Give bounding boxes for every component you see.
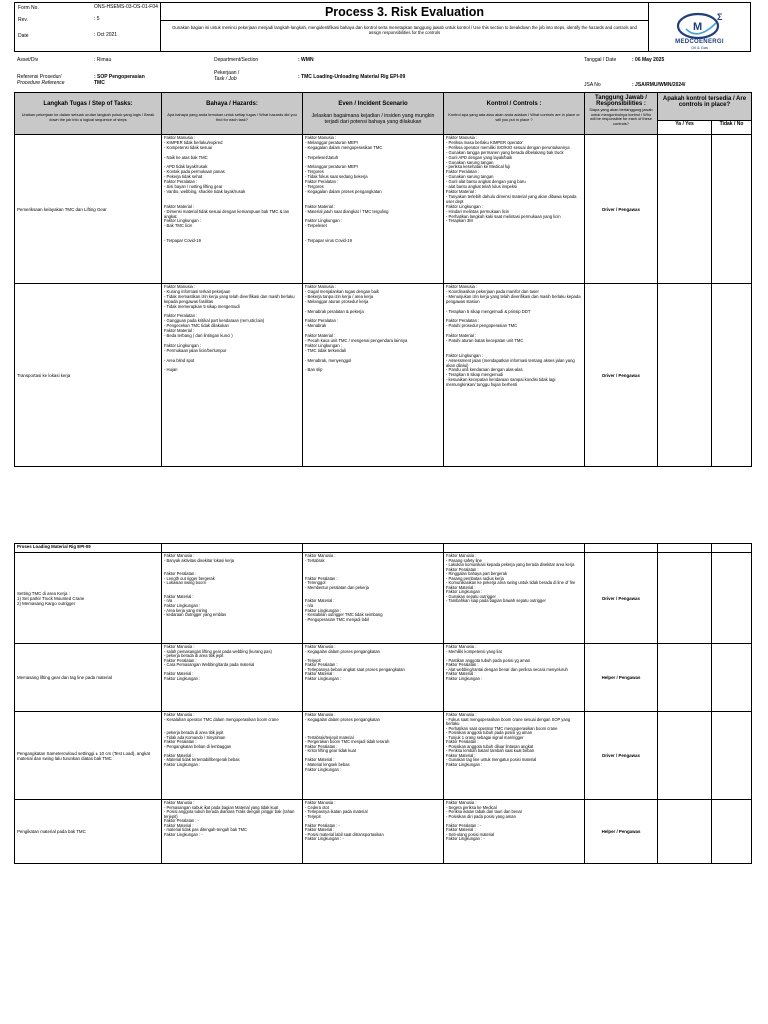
control-header-title: Kontrol / Controls : bbox=[486, 101, 542, 107]
responsibility-header-sub: Siapa yang akan bertanggung jawab untuk mengontrolnya kontrol / Who will be responsible for each of these controls? bbox=[589, 107, 653, 126]
job-info bbox=[14, 54, 751, 92]
hazards-header-title: Bahaya / Hazards: bbox=[206, 101, 258, 107]
responsibility-header bbox=[585, 93, 658, 135]
hazards-cell: Faktor Manusia : - Kesalahan operator TMC dalam mengoperasikan boom crane - pekerja berada di area titik jepit - Tidak ada Komando / Sinyalman Faktor Peralatan : - Pengangkatan beban di lembaggan Faktor Material : - Material tidak tertentabil/bergerak bebas Faktor Lingkungan : bbox=[162, 712, 303, 800]
responsibility-cell: Driver / Pengawas bbox=[585, 284, 658, 467]
yes-checkbox-cell[interactable] bbox=[658, 284, 712, 467]
form-meta bbox=[15, 3, 161, 51]
no-checkbox-cell[interactable] bbox=[712, 553, 752, 644]
yes-checkbox-cell[interactable] bbox=[658, 135, 712, 284]
task-label-2: Task / Job bbox=[214, 76, 237, 82]
control-header-sub: Kontrol apa yang ada atau akan anda adakan / What controls are in place or will you put in place ? bbox=[448, 112, 580, 122]
procedure-ref-label-1: Referensi Prosedur/ bbox=[17, 74, 62, 80]
hazards-header bbox=[162, 93, 303, 135]
section-header-row bbox=[15, 544, 752, 553]
responsibility-cell: Helper / Pengawas bbox=[585, 800, 658, 864]
no-checkbox-cell[interactable] bbox=[712, 712, 752, 800]
department-label: Department/Section bbox=[214, 57, 259, 63]
rev-value: : 5 bbox=[94, 16, 100, 22]
responsibility-cell: Driver / Pengawas bbox=[585, 712, 658, 800]
control-cell: Faktor Manusia : - Segera periksa ke Medical - Periksa ikatan tabak dari tauri dan benar - Posisikan diri pada posisi yang aman Faktor Peralatan : - Faktor Material : - Seti-ulang posisi material Faktor Lingkungan : - bbox=[444, 800, 585, 864]
control-cell: Faktor Manusia : - Pasang safety line - Lakukan komunikasi kepada pekerja yang berada disekitar area kerja Faktor Peralatan : - Ringgalan bahaya part bergerak - Pasang pembatas radius kerja - Komunikasikan ke pekerja area swing untuk tidak berada di line of fire Faktor Material : Faktor Lingkungan : - Gunakan sepatu outrigger - Tambahkan siap pada bagian bawah sepatu outrigger bbox=[444, 553, 585, 644]
hazards-cell: Faktor Manusia : - Pemasangan sabuk ikat pada bagian Material yang tidak kuat - Posisi anggota tubuh berada diantara Tralis dengan pinggir bak (rahan terjepit) Faktor Peralatan : - Faktor Material : - material tidak pas ditengah-tengah bak TMC Faktor Lingkungan : - bbox=[162, 800, 303, 864]
yes-checkbox-cell[interactable] bbox=[658, 800, 712, 864]
steps-header bbox=[15, 93, 162, 135]
procedure-ref-label-2: Procedure Reference bbox=[17, 80, 65, 86]
asset-value: : Rimau bbox=[94, 57, 112, 63]
responsibility-header-title: Tanggung Jawab / Responsibilities : bbox=[595, 95, 647, 107]
control-cell: Faktor Manusia : - Periksa masa berlaku KIMPER operator - Periksa operator memiliki SIO/KIO sesuai dengan peruntukannya - Gunakan tangga permanen yang berada dibelakang bak truck - Gunl APD dengan yang layak/baik - Gunakan sarung tangan - periksa kesehatan ke Medical fuji Faktor Peralatan : - Gunakan sarung tangan - Gunl alat bantu angkat dengan yang baru - alat bantu angkat telah lulus inspeksi Faktor Material : - Tanyakan terlebih dahulu dimensi material yang akan dibawa kepada user dept Faktor Lingkungan : - Hindari melintas permukaan licin - Perhatikan langkah kaki saat melintasi permukaan yang licin - Terapkan 3M bbox=[444, 135, 585, 284]
task-cell: Setting TMC di area Kerja : 1) Set parkir Truck Mounted Crane 2) Memasang Kargo outrigger bbox=[15, 553, 162, 644]
task-cell: Memasang lifting gear dan tag line pada material bbox=[15, 644, 162, 712]
control-header bbox=[444, 93, 585, 135]
date-label: Date bbox=[18, 33, 29, 39]
responsibility-cell: Driver / Pengawas bbox=[585, 135, 658, 284]
control-cell: Faktor Manusia : - Koordinasikan pekerjaan pada manifor dan tuser - Menunjukan izin kerja yang telah diverifikasi dan masih berlaku kepada pengawas stasiun - Terapkan 5 sikap mengemudi & prinsip DDT Faktor Peralatan : - Patuhi prosedur pengoperasian TMC Faktor Material : - Patuhi aturan batas kecepatan unit TMC Faktor Lingkungan : - Assessment jalan (mendapatkan informasi tentang akses jalan yang akan dilalui) - Pandu unit kendaraan dengan alas-alas - Terapkan 5 sikap mengemudi - kesuaikan kecepatan kendaraan sampai kondisi tidak lagi memungkinkan/ tunggu hujan berhenti bbox=[444, 284, 585, 467]
risk-evaluation-sheet-2 bbox=[14, 543, 751, 865]
event-cell: Faktor Manusia : - Gagal menjalankan tugas dengan baik - Bekerja tanpa izin kerja / area kerja - Melanggar aturan prosedur kerja - Menabrak peralatan & pekerja Faktor Peralatan : - Menabrak Faktor Material : - Pecah kaca unit TMC / mengenai pengendara lainnya Faktor Lingkungan : - TMC tidak terkendali - Menabrak, menyenggol - Ban slip bbox=[303, 284, 444, 467]
form-no-row bbox=[15, 3, 160, 15]
event-cell: Faktor Manusia : - Melanggar peraturan MEPI - Kegagalan dalam mengoperasikan TMC - Terpeleset/Jatuh - Melanggar peraturan MEPI - Tergores - Tidak fokus saat sedang bekerja Faktor Peralatan : - Tergores - Kegagalan dalam proses pengangkatan Faktor Material : - Material jatuh saat diangkat / TMC terguling Faktor Lingkungan : - Terpeleset - Terpapar virus Covid-19 bbox=[303, 135, 444, 284]
controls-in-place-header: Apakah kontrol tersedia / Are controls in place? bbox=[658, 93, 752, 121]
no-header: Tidak / No bbox=[712, 121, 752, 135]
yes-checkbox-cell[interactable] bbox=[658, 712, 712, 800]
table-row bbox=[15, 135, 752, 284]
task-cell: Pemeriksaan kelayakan TMC dan Lifting Gear bbox=[15, 135, 162, 284]
table-row bbox=[15, 644, 752, 712]
page-title: Process 3. Risk Evaluation bbox=[161, 5, 648, 21]
date-row bbox=[15, 31, 160, 43]
event-header bbox=[303, 93, 444, 135]
yes-checkbox-cell[interactable] bbox=[658, 644, 712, 712]
event-cell: Faktor Manusia : - Kegagalan dalam proses pengangkatan - Tertabrak/terjepit material - Pergerakan boom TMC menjadi tidak terarah Faktor Peralatan : - Kritor lifting gear tidak kuat Faktor Material : - Material lengsek bebas Faktor Lingkungan : bbox=[303, 712, 444, 800]
event-cell: Faktor Manusia : - Tertabrak Faktor Peralatan : - Terenggol - Membentur peralatan dan pekerja Faktor Material : - n/a Faktor Lingkungan : - Kestabilan outrigger TMC tidak seimbang - Pengoperasian TMC menjadi labil bbox=[303, 553, 444, 644]
table-row bbox=[15, 800, 752, 864]
event-header-title: Even / Incident Scenario bbox=[338, 101, 408, 107]
date-field-label: Tanggal / Date bbox=[584, 57, 617, 63]
instruction-text: Gunakan bagian ini untuk meninci pekerjaan menjadi langkah-langkah, mengidentifikasi bahaya dan kontrol serta menetapkan tanggung jawab untuk kontrol / Use this section to breakdown the job into steps, identify the hazards and controls and assign responsibilities for the controls bbox=[172, 25, 637, 35]
logo-sub-text: Oil & Gas bbox=[690, 45, 709, 50]
event-cell: Faktor Manusia : - Kegagalan dalam proses pengangkatan - Terjepit Faktor Peralatan : - Terlepasnya beban angkat saat proses pengangkatan Faktor Material : Faktor Lingkungan : bbox=[303, 644, 444, 712]
asset-label: Asset/Div bbox=[17, 57, 39, 63]
jsa-value: : JSA/RMU/WMN/2024/ bbox=[632, 82, 686, 88]
table-row bbox=[15, 712, 752, 800]
rev-row bbox=[15, 15, 160, 27]
task-value: : TMC Loading-Unloading Material Rig EPI-09 bbox=[298, 74, 406, 80]
form-header bbox=[14, 2, 751, 52]
task-cell: Pengangkatan Sametercwloud settinggi ± 10 cm (Test Load), angkat material dan swing lalu turunkan diatas bak TMC bbox=[15, 712, 162, 800]
event-header-sub: Jelaskan bagaimana kejadian / insiden yang mungkin terjadi dari potensi bahaya yang dilakukan bbox=[311, 113, 435, 125]
hazards-cell: Faktor Manusia : - Banyak aktivitas disekitar lokasi kerja Faktor Peralatan : - Length out rigger bergerak - Lokasian swing boom Faktor Material : - n/a Faktor Lingkungan : - Area kerja yang miring - kedaraan Outrigger yang emblas bbox=[162, 553, 303, 644]
steps-header-sub: Uraikan pekerjaan ke dalam sebuah urutan langkah pokok yang logis / Break down the job into a logical sequence of steps bbox=[21, 112, 155, 122]
procedure-ref-value-2: TMC bbox=[94, 80, 105, 86]
yes-header: Ya / Yes bbox=[658, 121, 712, 135]
control-cell: Faktor Manusia : - Fokus saat mengoperasikan boom crane sesuai dengan SOP yang berlaku - Perhatikan saat operator TMC mengoperasikan boom crane - Posisikan anggota tubuh pada posisi yg aman - Tunjuk 1 orang sebagai signal man/rigger Faktor Peralatan : - Posisikan anggota tubuh diluar lintasan angkat - Periksa lembah batas/ tambah saat kuat beban Faktor Material : - Gunakan tag line untuk mengatur posisi material Faktor Lingkungan : bbox=[444, 712, 585, 800]
steps-header-title: Langkah Tugas / Step of Tasks: bbox=[43, 101, 133, 107]
hazards-cell: Faktor Manusia : - Kurang informasi terkait pekerjaan - Tidak memastikan izin kerja yang telah diverifikasi dan masih berlaku kepada pengawas fasilitas - Tidak memerapkan 5 sikap mengemudi Faktor Peralatan : - Gangguan pada kritikal part kendaraan (rem,stir,lain) - Pengecekan TMC tidak dilakukan Faktor Material : - Beda terbang ( dari lintingan kunci ) Faktor Lingkungan : - Permukaan jalan licin/berlumpur - Area blind spot - Hujan bbox=[162, 284, 303, 467]
responsibility-cell: Helper / Pengawas bbox=[585, 644, 658, 712]
task-cell: Pengikatan material pada bak TMC bbox=[15, 800, 162, 864]
risk-table bbox=[14, 92, 752, 467]
form-no-value: ONS-HSEMS-03-OS-01-F04 bbox=[94, 4, 158, 10]
logo-letters: M bbox=[692, 21, 702, 33]
no-checkbox-cell[interactable] bbox=[712, 644, 752, 712]
task-label-1: Pekerjaan / bbox=[214, 70, 240, 76]
event-cell: Faktor Manusia : - Cedera otot - Terlepasnya ikatan pada material - Terjepit Faktor Peralatan : - Faktor Material : - Posisi material labil saat ditransportasikan Faktor Lingkungan : - bbox=[303, 800, 444, 864]
title-block bbox=[161, 3, 649, 51]
no-checkbox-cell[interactable] bbox=[712, 800, 752, 864]
table-row bbox=[15, 553, 752, 644]
no-checkbox-cell[interactable] bbox=[712, 135, 752, 284]
risk-table-continued bbox=[14, 543, 752, 864]
department-value: : WMN bbox=[298, 57, 314, 63]
jsa-label: JSA No bbox=[584, 82, 601, 88]
logo-mark-icon bbox=[670, 11, 730, 39]
risk-evaluation-sheet-1 bbox=[14, 2, 751, 470]
logo-brand-text: MEDCOENERGI bbox=[675, 39, 724, 45]
date-field-value: : 06 May 2025 bbox=[632, 57, 665, 63]
form-no-label: Form No. bbox=[18, 5, 39, 11]
date-value: : Oct 2021 bbox=[94, 32, 118, 38]
svg-text:Σ: Σ bbox=[716, 12, 722, 22]
responsibility-cell: Driver / Pengawas bbox=[585, 553, 658, 644]
no-checkbox-cell[interactable] bbox=[712, 284, 752, 467]
procedure-ref-value-1: : SOP Pengoperasian bbox=[94, 74, 145, 80]
section-header: Proses Loading Material Rig EPI-09 bbox=[15, 544, 162, 553]
company-logo bbox=[649, 3, 750, 51]
rev-label: Rev. bbox=[18, 17, 28, 23]
hazards-cell: Faktor Manusia : - KIMPER tidak berlaku/expired - Kompetensi tidak sesuai - Naik ke atas bak TMC - APD tidak layak/rusak - Kontak pada permukaan panas - Pekerja tidak sehat Faktor Peralatan : - Sisi bayan / rusting lifting gear - Vanbo, webbing, shackle tidak layak/rusak Faktor Material : - Dimensi material tidak sesuai dengan kemampuan bak TMC & lan angkat Faktor Lingkungan : - Bak TMC licin - Terpapar Covid-19 bbox=[162, 135, 303, 284]
task-cell: Transportasi ke lokasi kerja bbox=[15, 284, 162, 467]
yes-checkbox-cell[interactable] bbox=[658, 553, 712, 644]
hazards-header-sub: Apa bahaya yang anda temukan untuk setiap tugas / What hazards did you find for each task? bbox=[167, 112, 297, 122]
control-cell: Faktor Manusia : - Memiliki kompetensi yang liat - Pastikan anggota tubuh pada posisi yg aman Faktor Peralatan : - Alat webbing/rantai dengan benar dan periksa secara menyeluruh Faktor Material : Faktor Lingkungan : bbox=[444, 644, 585, 712]
table-row bbox=[15, 284, 752, 467]
hazards-cell: Faktor Manusia : - salah pemasangan lifting gear pada webbing (kurang pas) - pekerja berada di area titik jepit Faktor Peralatan : - Cara Pemasangan Webbing/tarda pada material Faktor Material : Faktor Lingkungan : bbox=[162, 644, 303, 712]
